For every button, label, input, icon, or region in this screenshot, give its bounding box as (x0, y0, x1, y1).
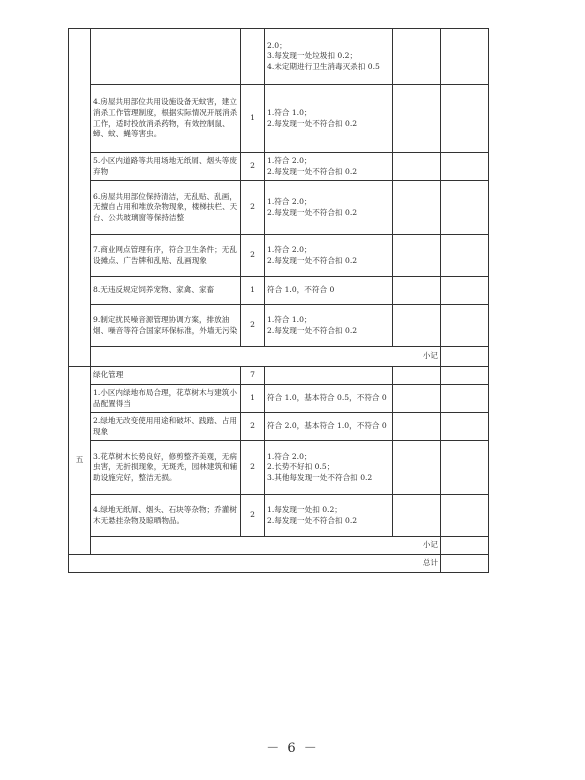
standard-cell: 1.符合 1.0； 2.每发现一处不符合扣 0.2 (265, 305, 393, 347)
score-cell: 1 (241, 385, 265, 413)
section-total-score: 7 (241, 367, 265, 385)
deduction-cell (393, 277, 441, 305)
standard-cell: 2.0； 3.每发现一处垃圾扣 0.2； 4.未定期进行卫生消毒灭杀扣 0.5 (265, 29, 393, 85)
table-row (69, 277, 489, 305)
subtotal-label: 小记 (91, 347, 441, 367)
standard-cell: 符合 2.0，基本符合 1.0，不符合 0 (265, 413, 393, 441)
score-cell: 2 (241, 181, 265, 235)
deduction-cell (393, 367, 441, 385)
table-row (69, 153, 489, 181)
standard-cell: 符合 1.0，不符合 0 (265, 277, 393, 305)
item-cell: 8.无违反规定饲养宠物、家禽、家畜 (91, 277, 241, 305)
standard-cell: 符合 1.0，基本符合 0.5，不符合 0 (265, 385, 393, 413)
standard-cell: 1.符合 2.0； 2.每发现一处不符合扣 0.2 (265, 235, 393, 277)
score-result-cell (441, 367, 489, 385)
item-cell: 9.制定扰民噪音源管理协调方案，排放油烟、噪音等符合国家环保标准，外墙无污染 (91, 305, 241, 347)
item-cell: 2.绿地无改变使用用途和破坏、践踏、占用现象 (91, 413, 241, 441)
score-result-cell (441, 495, 489, 537)
subtotal-value-cell (441, 537, 489, 555)
subtotal-row (69, 537, 489, 555)
total-value-cell (441, 555, 489, 573)
score-cell: 1 (241, 85, 265, 153)
item-cell: 5.小区内道路等共用场地无纸屑、烟头等废弃物 (91, 153, 241, 181)
item-cell: 4.绿地无纸屑、烟头、石块等杂物；乔灌树木无悬挂杂物及晾晒物品。 (91, 495, 241, 537)
item-cell: 6.房屋共用部位保持清洁，无乱贴、乱画，无擅自占用和堆放杂物现象，楼梯扶栏、天台、公共玻璃窗等保持洁整 (91, 181, 241, 235)
deduction-cell (393, 181, 441, 235)
deduction-cell (393, 29, 441, 85)
score-cell: 2 (241, 153, 265, 181)
score-cell: 2 (241, 495, 265, 537)
item-cell (91, 29, 241, 85)
score-cell: 2 (241, 305, 265, 347)
table-row (69, 85, 489, 153)
total-label: 总计 (69, 555, 441, 573)
subtotal-row (69, 347, 489, 367)
table-row (69, 385, 489, 413)
score-result-cell (441, 441, 489, 495)
deduction-cell (393, 153, 441, 181)
table-row (69, 235, 489, 277)
item-cell: 4.房屋共用部位共用设施设备无蚊害，建立消杀工作管理制度，根据实际情况开展消杀工作，适时投放消杀药物，有效控制鼠、蟑、蚊、蝇等害虫。 (91, 85, 241, 153)
score-result-cell (441, 181, 489, 235)
section-number: 五 (69, 367, 91, 555)
score-cell: 2 (241, 441, 265, 495)
total-row (69, 555, 489, 573)
subtotal-label: 小记 (91, 537, 441, 555)
score-result-cell (441, 29, 489, 85)
item-cell: 7.商业网点管理有序，符合卫生条件；无乱设摊点、广告牌和乱贴、乱画现象 (91, 235, 241, 277)
inspection-score-table (68, 28, 489, 573)
item-cell: 3.花草树木长势良好，修剪整齐美观，无病虫害，无折损现象，无斑秃，园林建筑和辅助设施完好，整洁无损。 (91, 441, 241, 495)
deduction-cell (393, 305, 441, 347)
table-row (69, 441, 489, 495)
score-result-cell (441, 305, 489, 347)
score-result-cell (441, 235, 489, 277)
score-cell: 1 (241, 277, 265, 305)
score-cell: 2 (241, 413, 265, 441)
page-number: － 6 － (266, 741, 319, 756)
subtotal-value-cell (441, 347, 489, 367)
table-row (69, 29, 489, 85)
deduction-cell (393, 413, 441, 441)
deduction-cell (393, 235, 441, 277)
item-cell: 1.小区内绿地布局合理，花草树木与建筑小品配置得当 (91, 385, 241, 413)
score-cell: 2 (241, 235, 265, 277)
standard-cell: 1.符合 2.0； 2.长势不好扣 0.5； 3.其他每发现一处不符合扣 0.2 (265, 441, 393, 495)
deduction-cell (393, 495, 441, 537)
table-row (69, 305, 489, 347)
score-result-cell (441, 385, 489, 413)
standard-cell: 1.符合 2.0； 2.每发现一处不符合扣 0.2 (265, 181, 393, 235)
deduction-cell (393, 441, 441, 495)
table-row (69, 413, 489, 441)
score-cell (241, 29, 265, 85)
section-header-row (69, 367, 489, 385)
standard-cell: 1.符合 1.0； 2.每发现一处不符合扣 0.2 (265, 85, 393, 153)
table-row (69, 495, 489, 537)
standard-cell: 1.每发现一处扣 0.2； 2.每发现一处不符合扣 0.2 (265, 495, 393, 537)
standard-cell: 1.符合 2.0； 2.每发现一处不符合扣 0.2 (265, 153, 393, 181)
section-number-cell (69, 29, 91, 367)
score-result-cell (441, 85, 489, 153)
score-result-cell (441, 277, 489, 305)
score-result-cell (441, 413, 489, 441)
deduction-cell (393, 385, 441, 413)
section-title: 绿化管理 (91, 367, 241, 385)
standard-cell (265, 367, 393, 385)
score-result-cell (441, 153, 489, 181)
table-row (69, 181, 489, 235)
deduction-cell (393, 85, 441, 153)
